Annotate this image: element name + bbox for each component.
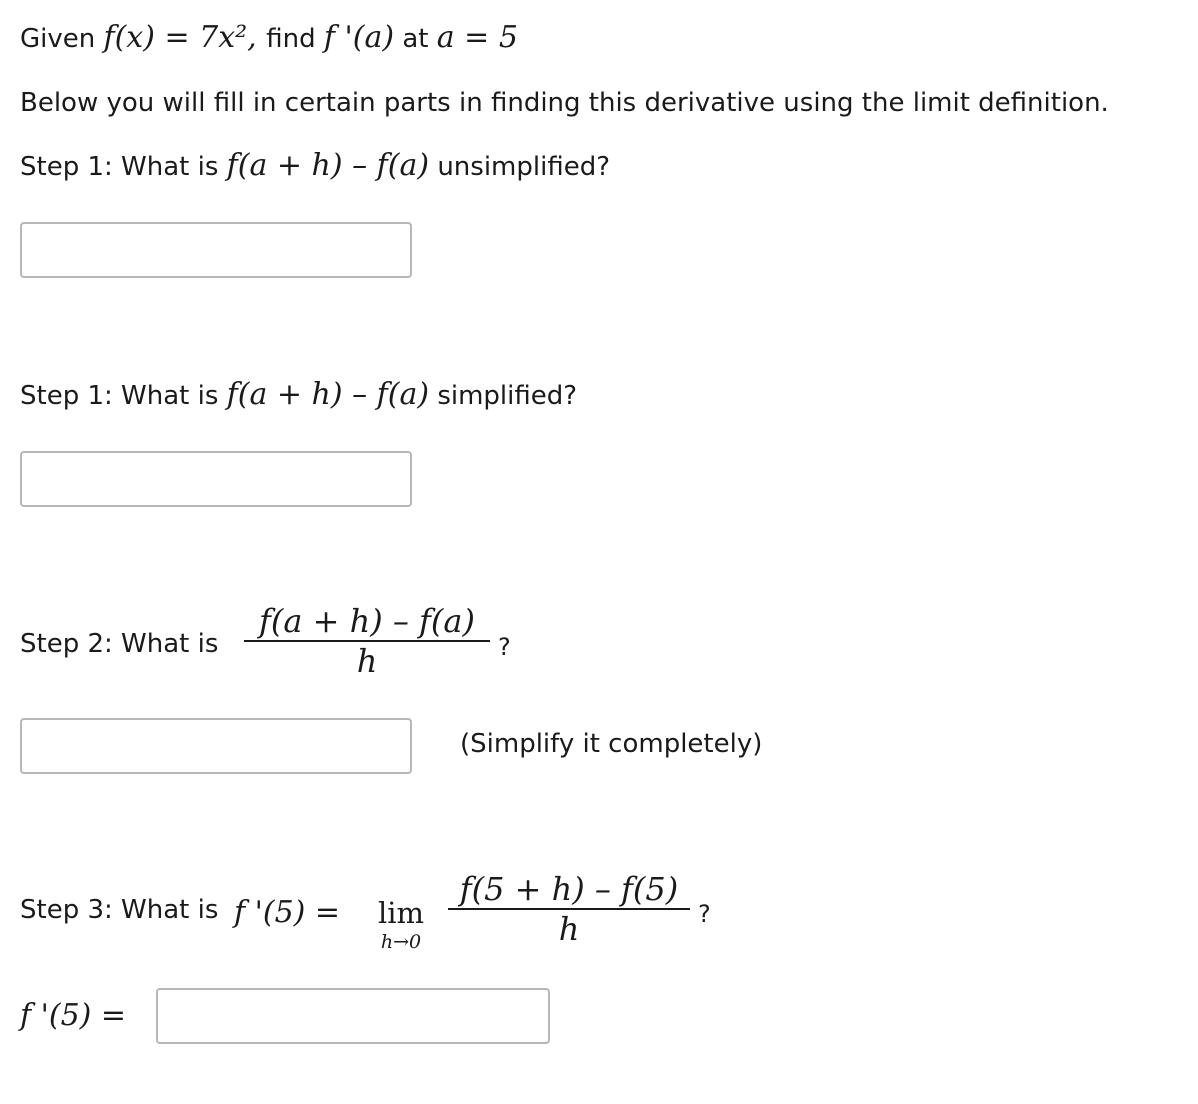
step1-simplified-input[interactable] [20,451,412,507]
step1a-expression: f(a + h) – f(a) [226,148,430,183]
simplify-hint: (Simplify it completely) [460,729,763,759]
step1b-expression: f(a + h) – f(a) [226,377,430,412]
given-word: Given [20,24,96,54]
step2-numerator: f(a + h) – f(a) [259,602,475,640]
at-word: at [402,24,429,54]
step3-fraction [448,870,690,948]
step2-fraction [244,602,490,680]
step3-denominator: h [558,910,580,948]
step2-input[interactable] [20,718,412,774]
step1-unsimplified-question [20,148,610,183]
step1b-suffix: simplified? [437,381,578,411]
step2-prefix: Step 2: What is [20,629,219,659]
step3-lhs: f '(5) = [234,895,341,930]
step3-numerator: f(5 + h) – f(5) [459,870,679,908]
answer-input[interactable] [156,988,550,1044]
find-word: find [266,24,316,54]
step1-unsimplified-input[interactable] [20,222,412,278]
step2-denominator: h [356,642,378,680]
step1a-suffix: unsimplified? [437,152,611,182]
derivative-expression: f '(a) [323,20,395,55]
problem-statement [20,20,518,55]
lim-subscript: h→0 [380,931,422,953]
step2-question-mark: ? [498,633,511,661]
step1-simplified-question [20,377,577,412]
step1a-prefix: Step 1: What is [20,152,219,182]
function-definition: f(x) = 7x², [103,20,267,55]
lim-word: lim [377,896,425,930]
step3-question-mark: ? [698,900,711,928]
step3-prefix: Step 3: What is [20,895,219,925]
step1b-prefix: Step 1: What is [20,381,219,411]
answer-label: f '(5) = [20,998,127,1033]
intro-text: Below you will fill in certain parts in finding this derivative using the limit definition. [20,88,1109,118]
limit-operator [368,896,434,954]
point-expression: a = 5 [436,20,518,55]
